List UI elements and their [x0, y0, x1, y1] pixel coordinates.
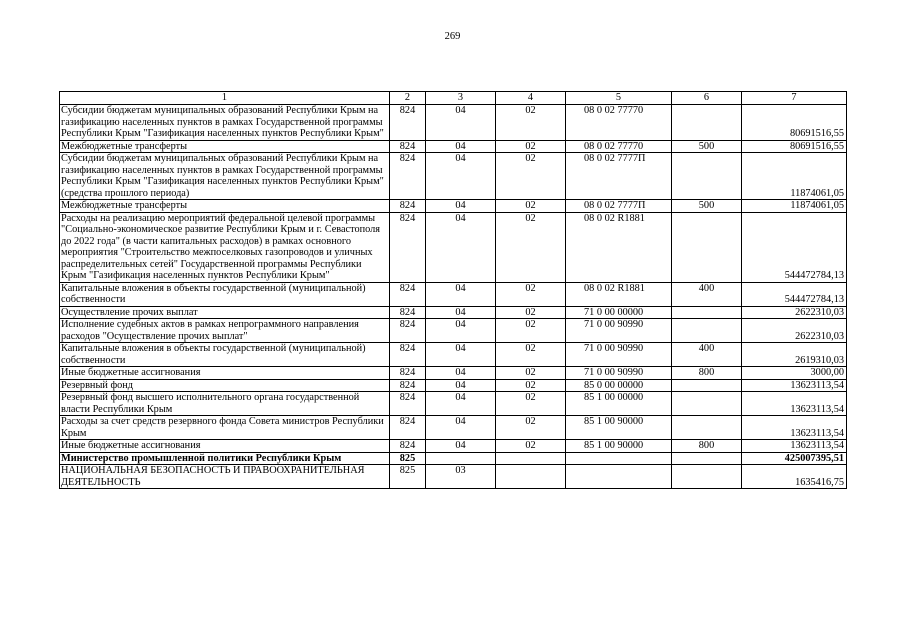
- row-grbs-cell: 824: [390, 153, 426, 200]
- row-name-cell: Резервный фонд: [60, 379, 390, 392]
- row-target-article-cell: 71 0 00 90990: [566, 343, 672, 367]
- row-name-cell: Резервный фонд высшего исполнительного органа государственной власти Республики Крым: [60, 392, 390, 416]
- row-name-cell: Министерство промышленной политики Республики Крым: [60, 452, 390, 465]
- row-name-cell: Осуществление прочих выплат: [60, 306, 390, 319]
- row-grbs-cell: 825: [390, 452, 426, 465]
- row-name-cell: Межбюджетные трансферты: [60, 140, 390, 153]
- row-grbs-cell: 824: [390, 212, 426, 282]
- row-section-cell: 04: [426, 379, 496, 392]
- row-subsection-cell: 02: [496, 416, 566, 440]
- table-header-row: [60, 92, 847, 105]
- row-name-cell: Иные бюджетные ассигнования: [60, 440, 390, 453]
- row-target-article-cell: 08 0 02 7777П: [566, 200, 672, 213]
- row-subsection-cell: 02: [496, 200, 566, 213]
- row-expense-type-cell: [672, 392, 742, 416]
- row-amount-cell: 1635416,75: [742, 465, 847, 489]
- row-target-article-cell: 71 0 00 90990: [566, 367, 672, 380]
- row-amount-cell: 2622310,03: [742, 306, 847, 319]
- row-amount-cell: 425007395,51: [742, 452, 847, 465]
- row-expense-type-cell: 400: [672, 282, 742, 306]
- header-cell: 2: [390, 92, 426, 105]
- row-subsection-cell: 02: [496, 212, 566, 282]
- row-target-article-cell: [566, 452, 672, 465]
- row-section-cell: 04: [426, 306, 496, 319]
- row-expense-type-cell: [672, 105, 742, 141]
- row-expense-type-cell: [672, 465, 742, 489]
- row-section-cell: 04: [426, 343, 496, 367]
- table-row: [60, 465, 847, 489]
- header-cell: 5: [566, 92, 672, 105]
- row-expense-type-cell: 400: [672, 343, 742, 367]
- header-cell: 7: [742, 92, 847, 105]
- row-expense-type-cell: [672, 416, 742, 440]
- row-name-cell: Исполнение судебных актов в рамках непрограммного направления расходов "Осуществление прочих выплат": [60, 319, 390, 343]
- row-target-article-cell: 08 0 02 R1881: [566, 212, 672, 282]
- row-subsection-cell: [496, 465, 566, 489]
- row-expense-type-cell: [672, 153, 742, 200]
- row-section-cell: 04: [426, 212, 496, 282]
- table-row: [60, 200, 847, 213]
- row-grbs-cell: 824: [390, 140, 426, 153]
- row-target-article-cell: 71 0 00 00000: [566, 306, 672, 319]
- row-section-cell: 04: [426, 416, 496, 440]
- page-number: 269: [444, 31, 461, 42]
- row-amount-cell: 3000,00: [742, 367, 847, 380]
- header-cell: 3: [426, 92, 496, 105]
- row-target-article-cell: 08 0 02 7777П: [566, 153, 672, 200]
- header-cell: 6: [672, 92, 742, 105]
- row-section-cell: 04: [426, 367, 496, 380]
- row-expense-type-cell: [672, 306, 742, 319]
- row-expense-type-cell: [672, 319, 742, 343]
- row-amount-cell: 2622310,03: [742, 319, 847, 343]
- row-subsection-cell: 02: [496, 153, 566, 200]
- row-subsection-cell: 02: [496, 440, 566, 453]
- row-grbs-cell: 824: [390, 440, 426, 453]
- row-target-article-cell: 85 1 00 90000: [566, 416, 672, 440]
- row-grbs-cell: 824: [390, 319, 426, 343]
- table-row: [60, 416, 847, 440]
- row-section-cell: 04: [426, 319, 496, 343]
- row-grbs-cell: 824: [390, 416, 426, 440]
- row-name-cell: НАЦИОНАЛЬНАЯ БЕЗОПАСНОСТЬ И ПРАВООХРАНИТЕЛЬНАЯ ДЕЯТЕЛЬНОСТЬ: [60, 465, 390, 489]
- row-expense-type-cell: [672, 452, 742, 465]
- row-expense-type-cell: 800: [672, 440, 742, 453]
- row-section-cell: 04: [426, 153, 496, 200]
- row-amount-cell: 544472784,13: [742, 282, 847, 306]
- row-subsection-cell: 02: [496, 379, 566, 392]
- row-subsection-cell: 02: [496, 140, 566, 153]
- row-name-cell: Субсидии бюджетам муниципальных образований Республики Крым на газификацию населенных пунктов в рамках Государственной программы Республики Крым "Газификация населенных пунктов Республики Крым": [60, 105, 390, 141]
- row-target-article-cell: 85 1 00 90000: [566, 440, 672, 453]
- table-row: [60, 367, 847, 380]
- row-grbs-cell: 824: [390, 306, 426, 319]
- row-grbs-cell: 824: [390, 392, 426, 416]
- row-amount-cell: 11874061,05: [742, 153, 847, 200]
- table-row: [60, 452, 847, 465]
- header-cell: 1: [60, 92, 390, 105]
- row-section-cell: 04: [426, 140, 496, 153]
- row-target-article-cell: 08 0 02 77770: [566, 140, 672, 153]
- table-row: [60, 306, 847, 319]
- row-expense-type-cell: [672, 212, 742, 282]
- row-subsection-cell: 02: [496, 319, 566, 343]
- row-subsection-cell: 02: [496, 343, 566, 367]
- row-amount-cell: 544472784,13: [742, 212, 847, 282]
- row-subsection-cell: 02: [496, 367, 566, 380]
- row-expense-type-cell: 800: [672, 367, 742, 380]
- table-row: [60, 440, 847, 453]
- row-subsection-cell: [496, 452, 566, 465]
- row-amount-cell: 13623113,54: [742, 416, 847, 440]
- row-target-article-cell: 08 0 02 R1881: [566, 282, 672, 306]
- row-section-cell: 04: [426, 200, 496, 213]
- row-section-cell: [426, 452, 496, 465]
- row-grbs-cell: 825: [390, 465, 426, 489]
- row-amount-cell: 11874061,05: [742, 200, 847, 213]
- row-expense-type-cell: 500: [672, 200, 742, 213]
- row-section-cell: 04: [426, 392, 496, 416]
- row-subsection-cell: 02: [496, 105, 566, 141]
- row-target-article-cell: 85 1 00 00000: [566, 392, 672, 416]
- row-target-article-cell: 71 0 00 90990: [566, 319, 672, 343]
- row-name-cell: Расходы за счет средств резервного фонда Совета министров Республики Крым: [60, 416, 390, 440]
- row-name-cell: Субсидии бюджетам муниципальных образований Республики Крым на газификацию населенных пунктов в рамках Государственной программы Республики Крым "Газификация населенных пунктов Республики Крым" (средства прошлого периода): [60, 153, 390, 200]
- table-row: [60, 343, 847, 367]
- row-target-article-cell: 85 0 00 00000: [566, 379, 672, 392]
- row-subsection-cell: 02: [496, 282, 566, 306]
- row-name-cell: Капитальные вложения в объекты государственной (муниципальной) собственности: [60, 282, 390, 306]
- table-row: [60, 319, 847, 343]
- row-name-cell: Капитальные вложения в объекты государственной (муниципальной) собственности: [60, 343, 390, 367]
- table-row: [60, 282, 847, 306]
- row-target-article-cell: 08 0 02 77770: [566, 105, 672, 141]
- row-section-cell: 04: [426, 105, 496, 141]
- row-expense-type-cell: 500: [672, 140, 742, 153]
- row-amount-cell: 13623113,54: [742, 392, 847, 416]
- row-amount-cell: 2619310,03: [742, 343, 847, 367]
- row-name-cell: Межбюджетные трансферты: [60, 200, 390, 213]
- row-grbs-cell: 824: [390, 105, 426, 141]
- row-name-cell: Расходы на реализацию мероприятий федеральной целевой программы "Социально-экономическое развитие Республики Крым и г. Севастополя до 2022 года" (в части капитальных расходов) в рамках основного мероприятия "Строительство межпоселковых газопроводов и уличных распределительных сетей" Государственной программы Республики Крым "Газификация населенных пунктов Республики Крым": [60, 212, 390, 282]
- row-subsection-cell: 02: [496, 392, 566, 416]
- row-expense-type-cell: [672, 379, 742, 392]
- row-name-cell: Иные бюджетные ассигнования: [60, 367, 390, 380]
- table-row: [60, 105, 847, 141]
- row-section-cell: 04: [426, 282, 496, 306]
- row-grbs-cell: 824: [390, 200, 426, 213]
- table-row: [60, 379, 847, 392]
- row-amount-cell: 13623113,54: [742, 379, 847, 392]
- table-row: [60, 153, 847, 200]
- row-grbs-cell: 824: [390, 343, 426, 367]
- row-grbs-cell: 824: [390, 367, 426, 380]
- row-section-cell: 03: [426, 465, 496, 489]
- header-cell: 4: [496, 92, 566, 105]
- row-amount-cell: 80691516,55: [742, 140, 847, 153]
- table-row: [60, 212, 847, 282]
- table-row: [60, 140, 847, 153]
- row-amount-cell: 13623113,54: [742, 440, 847, 453]
- row-section-cell: 04: [426, 440, 496, 453]
- row-grbs-cell: 824: [390, 282, 426, 306]
- table-row: [60, 392, 847, 416]
- row-grbs-cell: 824: [390, 379, 426, 392]
- budget-table: [59, 91, 847, 489]
- row-target-article-cell: [566, 465, 672, 489]
- row-amount-cell: 80691516,55: [742, 105, 847, 141]
- row-subsection-cell: 02: [496, 306, 566, 319]
